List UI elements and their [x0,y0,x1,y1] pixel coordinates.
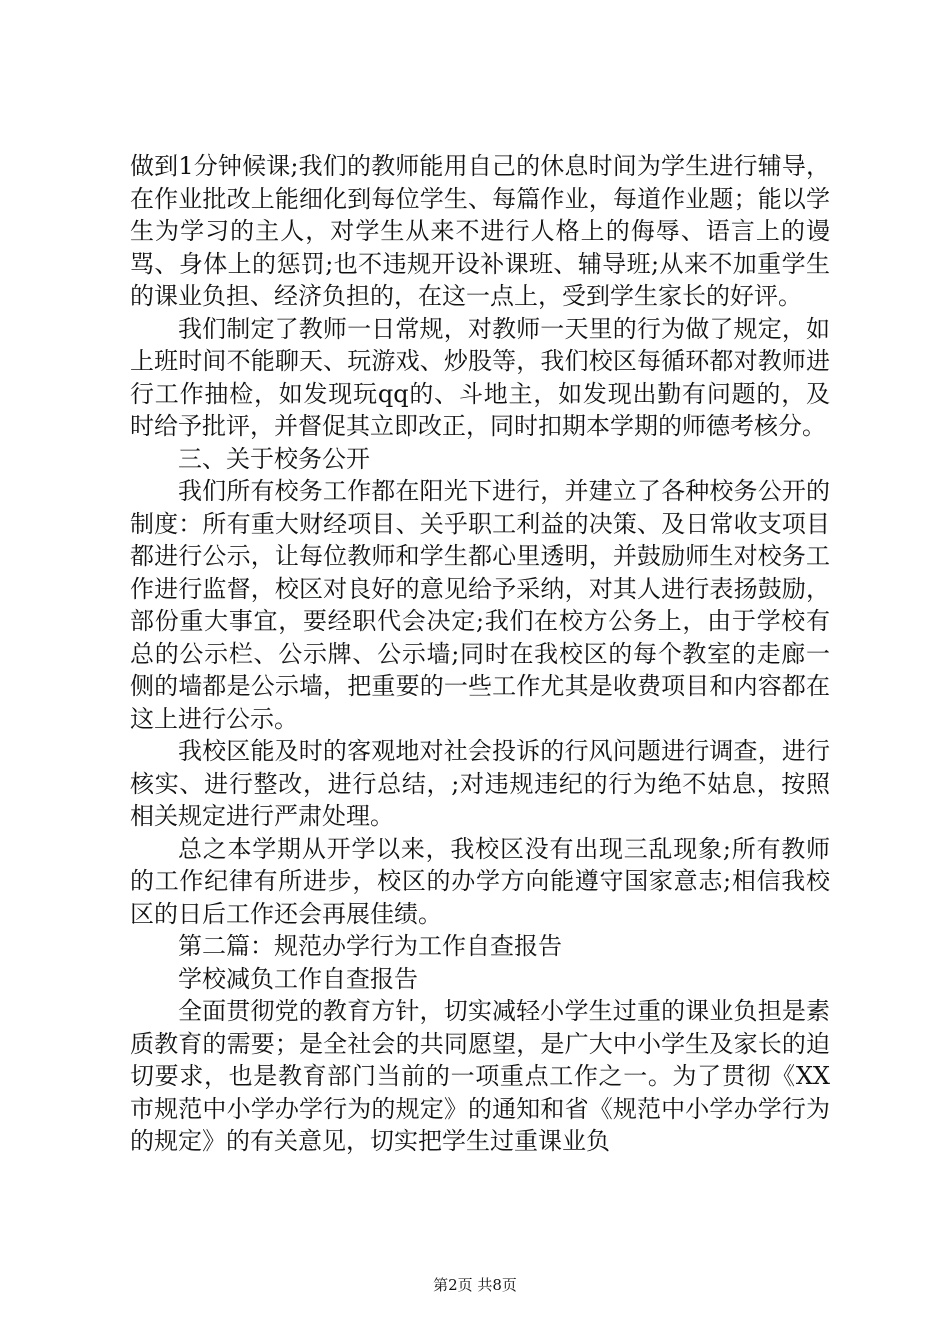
paragraph-9: 全面贯彻党的教育方针，切实减轻小学生过重的课业负担是素质教育的需要；是全社会的共同愿望，是广大中小学生及家长的迫切要求，也是教育部门当前的一项重点工作之一。为了贯彻《XX市规范中小学办学行为的规定》的通知和省《规范中小学办学行为的规定》的有关意见，切实把学生过重课业负 [130,997,830,1155]
chapter-heading: 第二篇：规范办学行为工作自查报告 [178,932,562,960]
section-heading-3: 三、关于校务公开 [178,444,370,473]
paragraph-1: 做到1分钟候课;我们的教师能用自己的休息时间为学生进行辅导，在作业批改上能细化到每位学生、每篇作业，每道作业题；能以学生为学习的主人，对学生从来不进行人格上的侮辱、语言上的谩骂、身体上的惩罚;也不违规开设补课班、辅导班;从来不加重学生的课业负担、经济负担的，在这一点上，受到学生家长的好评。 [130,152,830,310]
paragraph-2: 我们制定了教师一日常规，对教师一天里的行为做了规定，如上班时间不能聊天、玩游戏、炒股等，我们校区每循环都对教师进行工作抽检，如发现玩qq的、斗地主，如发现出勤有问题的，及时给予批评，并督促其立即改正，同时扣期本学期的师德考核分。 [130,314,830,440]
page-footer: 第2页 共8页 [433,1276,517,1294]
document-body [130,150,830,1158]
report-title: 学校减负工作自查报告 [178,964,418,993]
paragraph-4: 我们所有校务工作都在阳光下进行，并建立了各种校务公开的制度：所有重大财经项目、关乎职工利益的决策、及日常收支项目都进行公示，让每位教师和学生都心里透明，并鼓励师生对校务工作进行监督，校区对良好的意见给予采纳，对其人进行表扬鼓励，部份重大事宜，要经职代会决定;我们在校方公务上，由于学校有总的公示栏、公示牌、公示墙;同时在我校区的每个教室的走廊一侧的墙都是公示墙，把重要的一些工作尤其是收费项目和内容都在这上进行公示。 [130,477,830,733]
paragraph-6: 总之本学期从开学以来，我校区没有出现三乱现象;所有教师的工作纪律有所进步，校区的办学方向能遵守国家意志;相信我校区的日后工作还会再展佳绩。 [130,834,830,928]
paragraph-5: 我校区能及时的客观地对社会投诉的行风问题进行调查，进行核实、进行整改，进行总结，;对违规违纪的行为绝不姑息，按照相关规定进行严肃处理。 [130,737,830,830]
